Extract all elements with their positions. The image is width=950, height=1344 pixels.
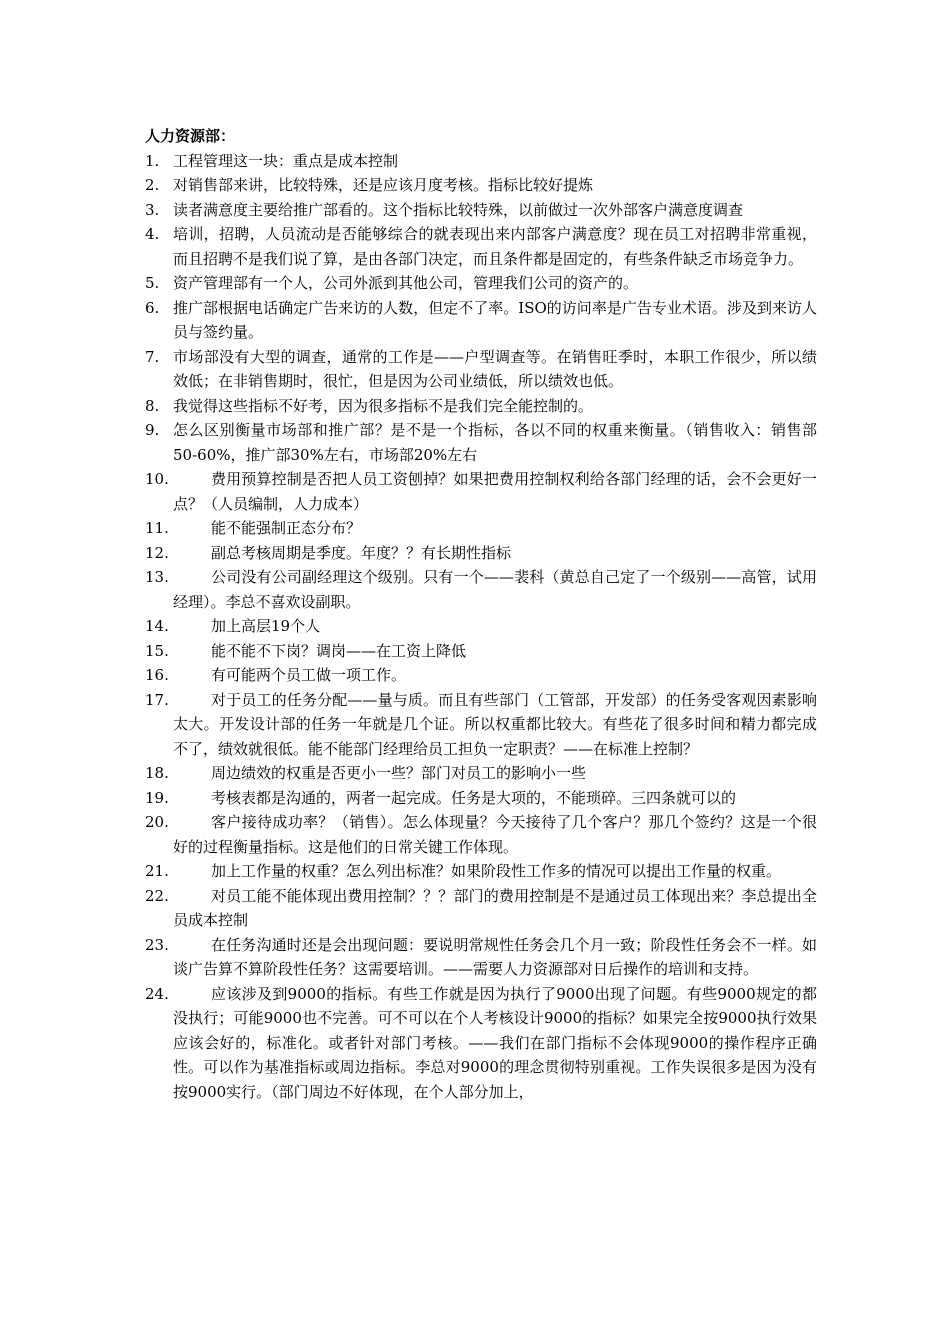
item-text: 副总考核周期是季度。年度？？有长期性指标 [211,543,512,562]
list-item [145,639,817,664]
item-number: 19. [145,788,169,807]
item-number: 20. [145,813,169,831]
item-number: 12. [145,543,169,562]
list-item [145,614,817,639]
item-text: 市场部没有大型的调查，通常的工作是——户型调查等。在销售旺季时，本职工作很少，所以绩效低；在非销售期时，很忙，但是因为公司业绩低，所以绩效也低。 [173,347,817,390]
item-text: 客户接待成功率？（销售）。怎么体现量？今天接待了几个客户？那几个签约？这是一个很好的过程衡量指标。这是他们的日常关键工作体现。 [173,813,817,856]
item-number: 13. [145,568,169,586]
item-number: 3. [145,200,160,219]
list-item [145,786,817,811]
item-text: 在任务沟通时还是会出现问题：要说明常规性任务会几个月一致；阶段性任务会不一样。如谈广告算不算阶段性任务？这需要培训。——需要人力资源部对日后操作的培训和支持。 [173,935,817,978]
document-page [145,124,817,1104]
item-text: 资产管理部有一个人，公司外派到其他公司，管理我们公司的资产的。 [173,274,639,292]
item-number: 16. [145,666,169,684]
item-number: 10. [145,470,169,488]
item-text: 工程管理这一块：重点是成本控制 [173,151,399,170]
item-text: 公司没有公司副经理这个级别。只有一个——裴科（黄总自己定了一个级别——高管，试用经理）。李总不喜欢设副职。 [173,568,817,611]
list-item [145,149,817,174]
item-text: 培训，招聘，人员流动是否能够综合的就表现出来内部客户满意度？现在员工对招聘非常重视，而且招聘不是我们说了算，是由各部门决定，而且条件都是固定的，有些条件缺乏市场竞争力。 [173,225,817,268]
list-item [145,810,817,859]
item-text: 推广部根据电话确定广告来访的人数，但定不了率。ISO的访问率是广告专业术语。涉及到来访人员与签约量。 [173,298,817,341]
list-item [145,663,817,688]
list-item [145,541,817,566]
list-item [145,296,817,345]
list-item [145,173,817,198]
list-item [145,198,817,223]
list-item [145,271,817,296]
item-number: 15. [145,641,169,660]
item-text: 读者满意度主要给推广部看的。这个指标比较特殊，以前做过一次外部客户满意度调查 [173,200,744,219]
item-number: 22. [145,886,169,905]
item-text: 有可能两个员工做一项工作。 [211,666,407,684]
item-text: 怎么区别衡量市场部和推广部？是不是一个指标，各以不同的权重来衡量。（销售收入：销售部50-60%，推广部30%左右，市场部20%左右 [173,421,817,464]
item-text: 对于员工的任务分配——量与质。而且有些部门（工管部，开发部）的任务受客观因素影响太大。开发设计部的任务一年就是几个证。所以权重都比较大。有些花了很多时间和精力都完成不了，绩效就很低。能不能部门经理给员工担负一定职责？——在标准上控制？ [173,690,817,758]
list-item [145,394,817,419]
item-text: 对员工能不能体现出费用控制？？？部门的费用控制是不是通过员工体现出来？李总提出全员成本控制 [173,886,817,929]
item-number: 21. [145,862,169,880]
item-text: 能不能不下岗？调岗——在工资上降低 [211,641,467,660]
item-text: 费用预算控制是否把人员工资刨掉？如果把费用控制权利给各部门经理的话，会不会更好一点？（人员编制，人力成本） [173,470,817,513]
item-text: 加上工作量的权重？怎么列出标准？如果阶段性工作多的情况可以提出工作量的权重。 [211,862,782,880]
item-number: 8. [145,396,160,415]
item-text: 能不能强制正态分布？ [211,519,362,537]
notes-list [145,149,817,1105]
item-number: 11. [145,519,169,537]
list-item [145,933,817,982]
item-number: 9. [145,421,160,439]
item-number: 23. [145,935,169,954]
item-number: 2. [145,176,160,194]
list-item [145,884,817,933]
item-number: 14. [145,617,169,635]
item-number: 7. [145,347,160,366]
item-number: 18. [145,764,169,782]
item-text: 周边绩效的权重是否更小一些？部门对员工的影响小一些 [211,764,587,782]
item-text: 考核表都是沟通的，两者一起完成。任务是大项的，不能琐碎。三四条就可以的 [211,788,737,807]
item-text: 加上高层19个人 [211,617,321,635]
section-heading: 人力资源部： [145,127,236,145]
item-number: 24. [145,984,169,1003]
item-text: 应该涉及到9000的指标。有些工作就是因为执行了9000出现了问题。有些9000规定的都没执行；可能9000也不完善。可不可以在个人考核设计9000的指标？如果完全按9000执行效果应该会好的，标准化。或者针对部门考核。——我们在部门指标不会体现9000的操作程序正确性。可以作为基准指标或周边指标。李总对9000的理念贯彻特别重视。工作失误很多是因为没有按9000实行。（部门周边不好体现，在个人部分加上， [173,984,817,1101]
list-item [145,982,817,1105]
item-text: 对销售部来讲，比较特殊，还是应该月度考核。指标比较好提炼 [173,176,594,194]
list-item [145,565,817,614]
item-text: 我觉得这些指标不好考，因为很多指标不是我们完全能控制的。 [173,396,594,415]
list-item [145,345,817,394]
list-item [145,859,817,884]
item-number: 1. [145,151,160,170]
item-number: 4. [145,225,160,243]
list-item [145,418,817,467]
list-item [145,688,817,762]
list-item [145,761,817,786]
item-number: 6. [145,298,160,317]
list-item [145,467,817,516]
list-item [145,222,817,271]
item-number: 17. [145,690,169,709]
item-number: 5. [145,274,160,292]
list-item [145,516,817,541]
